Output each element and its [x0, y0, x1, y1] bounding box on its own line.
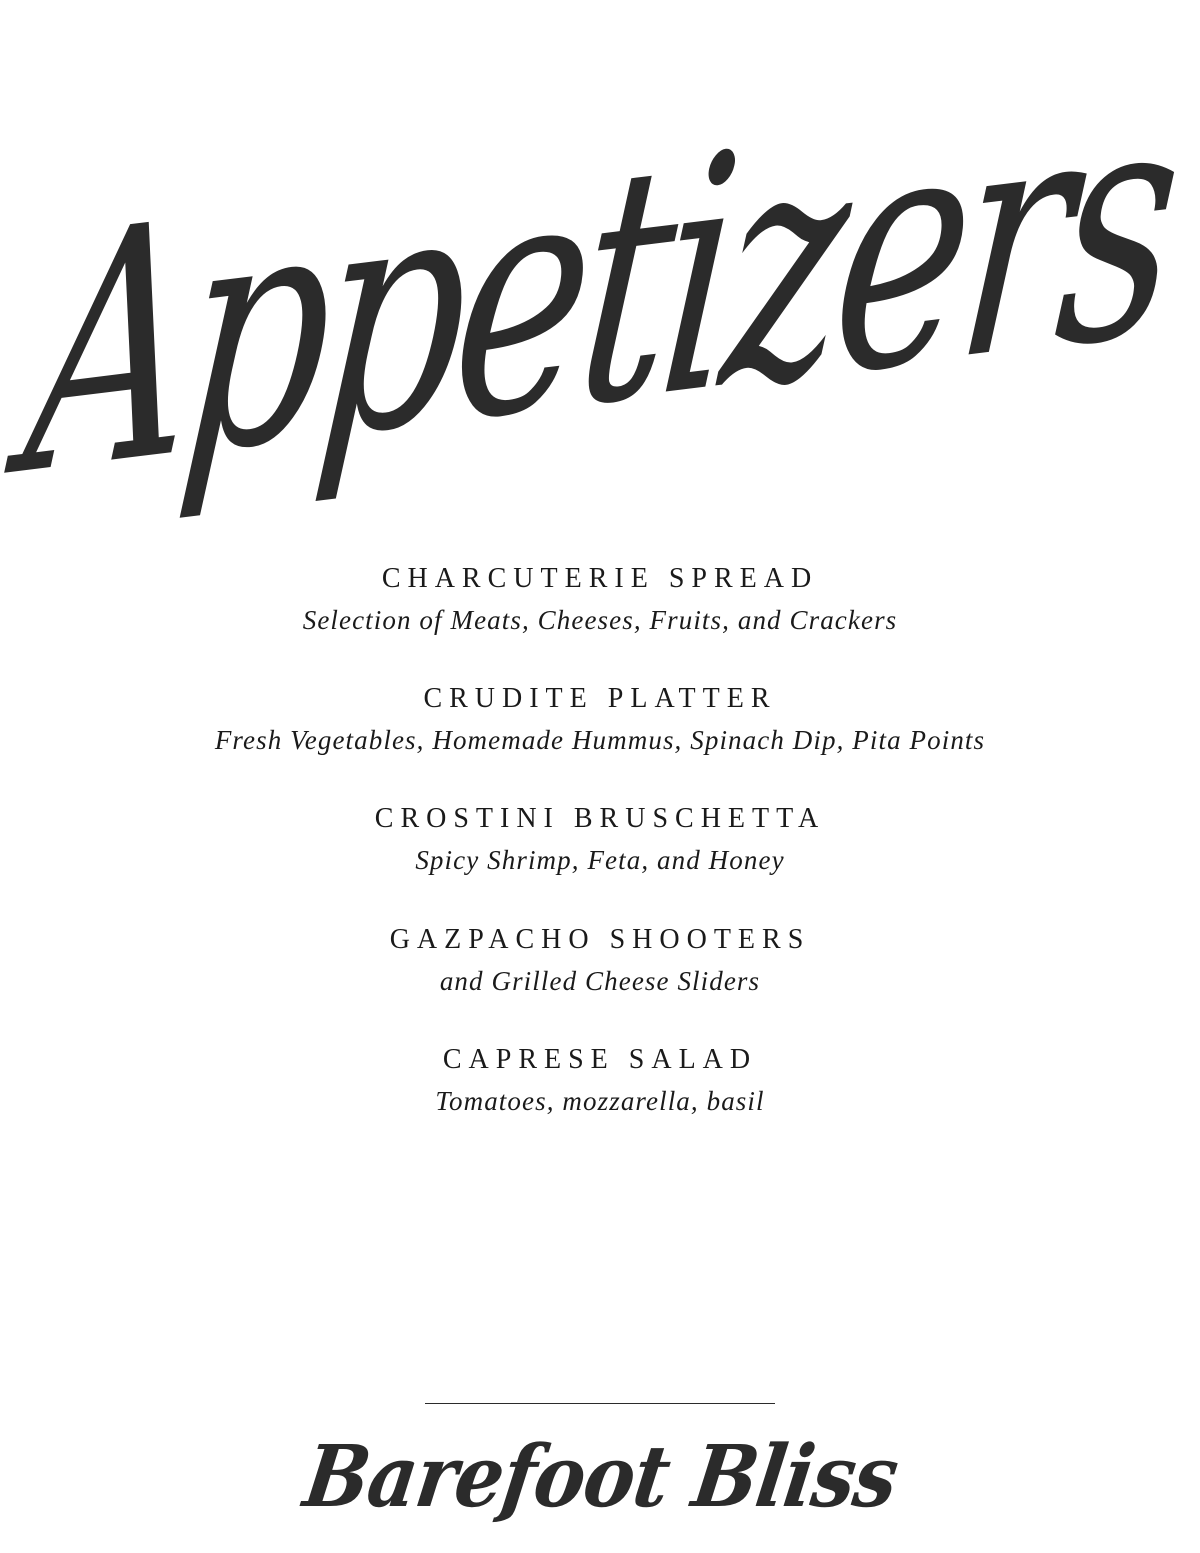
menu-item-name: CAPRESE SALAD — [442, 1043, 758, 1075]
page-title — [0, 32, 1200, 548]
list-item — [0, 800, 1200, 878]
menu-item-name: GAZPACHO SHOOTERS — [389, 923, 811, 955]
list-item — [0, 680, 1200, 758]
menu-item-description: Spicy Shrimp, Feta, and Honey — [415, 845, 785, 876]
brand-name: Barefoot Bliss — [298, 1426, 904, 1527]
menu-item-name: CHARCUTERIE SPREAD — [381, 563, 819, 594]
menu-item-name: CROSTINI BRUSCHETTA — [374, 803, 826, 835]
menu-item-description: Tomatoes, mozzarella, basil — [435, 1085, 765, 1116]
page-title-text: Appetizers — [14, 32, 1186, 548]
menu-item-description: Selection of Meats, Cheeses, Fruits, and Crackers — [302, 604, 898, 635]
menu-item-description: Fresh Vegetables, Homemade Hummus, Spinach Dip, Pita Points — [214, 725, 986, 756]
footer — [0, 1403, 1200, 1543]
divider — [425, 1403, 775, 1404]
menu-item-name: CRUDITE PLATTER — [423, 683, 777, 715]
list-item — [0, 1041, 1200, 1119]
menu-item-description: and Grilled Cheese Sliders — [439, 965, 761, 996]
menu-list — [0, 560, 1200, 1119]
list-item — [0, 560, 1200, 638]
list-item — [0, 921, 1200, 999]
